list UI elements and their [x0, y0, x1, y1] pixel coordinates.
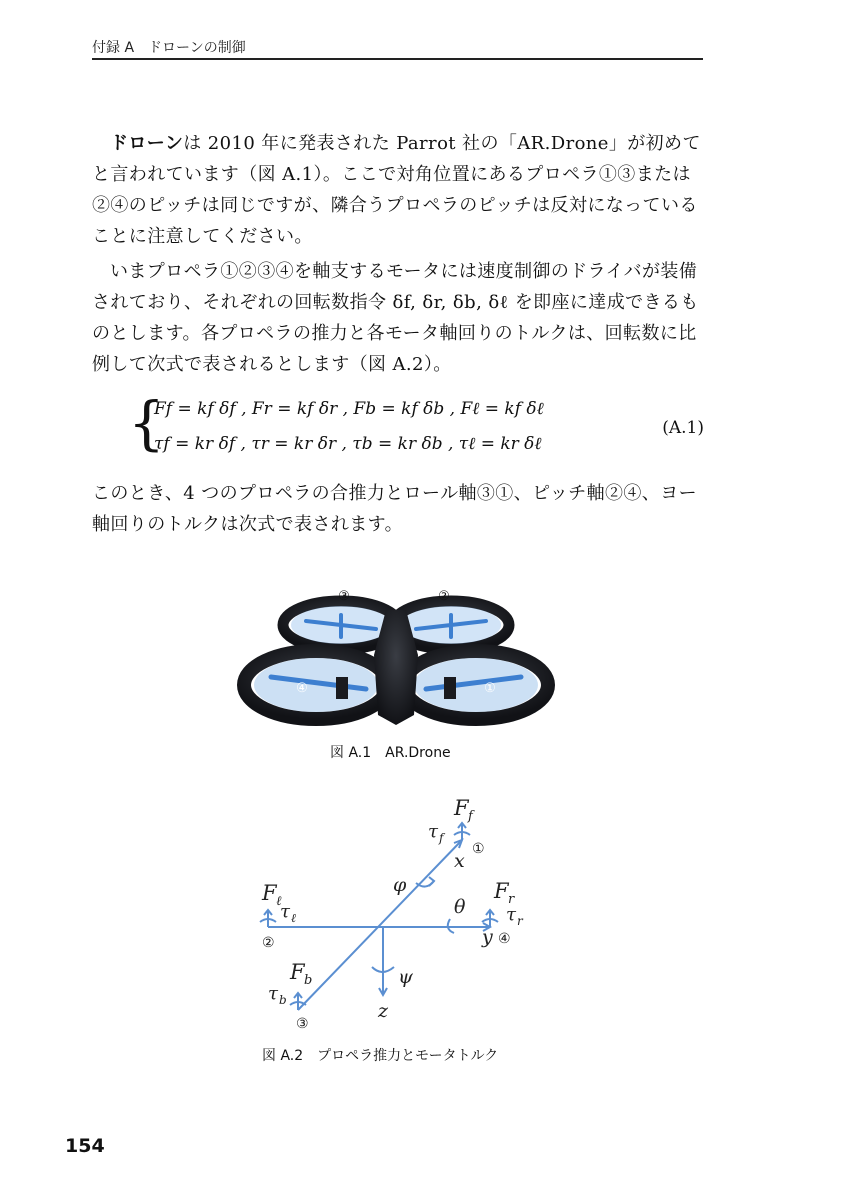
thrust-torque-diagram: [250, 795, 550, 1035]
header-rule: [92, 58, 703, 60]
roll-axis-line: [298, 840, 462, 1010]
equation-number: (A.1): [662, 418, 704, 438]
label-tau-r: τ: [506, 904, 516, 925]
label-x: x: [454, 850, 465, 872]
page-number: 154: [65, 1135, 105, 1157]
label-phi: φ: [393, 874, 407, 896]
equation-line-1: Ff = kf δf , Fr = kf δr , Fb = kf δb , Fℓ = kf δℓ: [154, 399, 544, 419]
label-Ff: F: [454, 796, 469, 820]
label-n2: ②: [262, 935, 275, 951]
label-tau-b-sub: b: [279, 993, 287, 1007]
label-n3: ③: [296, 1016, 309, 1032]
label-Fl: F: [262, 881, 277, 905]
label-tau-b: τ: [268, 983, 278, 1004]
running-header: 付録 A ドローンの制御: [92, 40, 246, 56]
label-Ff-sub: f: [468, 809, 473, 824]
label-theta: θ: [454, 896, 466, 918]
label-Fb-sub: b: [304, 973, 313, 988]
drone-photo: [236, 585, 556, 740]
paragraph-1-text: は 2010 年に発表された Parrot 社の「AR.Drone」が初めてと言われています（図 A.1）。ここで対角位置にあるプロペラ①③または②④のピッチは同じですが、隣合うプロペラのピッチは反対になっていることに注意してください。: [92, 133, 701, 247]
equation-line-2: τf = kr δf , τr = kr δr , τb = kr δb , τℓ = kr δℓ: [154, 434, 542, 454]
label-Fr-sub: r: [508, 892, 515, 907]
figure-a1-caption: 図 A.1 AR.Drone: [330, 745, 451, 761]
label-tau-r-sub: r: [517, 914, 523, 928]
paragraph-3: このとき、4 つのプロペラの合推力とロール軸③①、ピッチ軸②④、ヨー軸回りのトルクは次式で表されます。: [92, 483, 697, 535]
paragraph-2: いまプロペラ①②③④を軸支するモータには速度制御のドライバが装備されており、それぞれの回転数指令 δf, δr, δb, δℓ を即座に達成できるものとします。各プロペラの推力と各モータ軸回りのトルクは、回転数に比例して次式で表されるとします（図 A.2）。: [92, 261, 699, 375]
label-z: z: [378, 1000, 389, 1022]
propeller-label-4: ④: [296, 681, 308, 696]
propeller-label-2: ②: [438, 589, 450, 604]
label-tau-f-sub: f: [439, 831, 444, 845]
equation-a1: [128, 389, 708, 466]
propeller-label-3: ③: [338, 589, 350, 604]
label-Fl-sub: ℓ: [276, 894, 282, 909]
bold-term: ドローン: [110, 133, 184, 154]
label-tau-f: τ: [428, 821, 438, 842]
label-n4: ④: [498, 931, 511, 947]
propeller-label-1: ①: [484, 681, 496, 696]
label-Fr: F: [494, 879, 509, 903]
label-tau-l: τ: [280, 901, 290, 922]
label-psi: ψ: [398, 966, 413, 988]
label-n1: ①: [472, 841, 485, 857]
paragraph-1: [92, 128, 704, 252]
figure-a2-caption: 図 A.2 プロペラ推力とモータトルク: [262, 1048, 499, 1064]
label-y: y: [482, 926, 493, 948]
label-tau-l-sub: ℓ: [291, 911, 296, 925]
label-Fb: F: [290, 960, 305, 984]
equation-brace: {: [128, 389, 165, 457]
